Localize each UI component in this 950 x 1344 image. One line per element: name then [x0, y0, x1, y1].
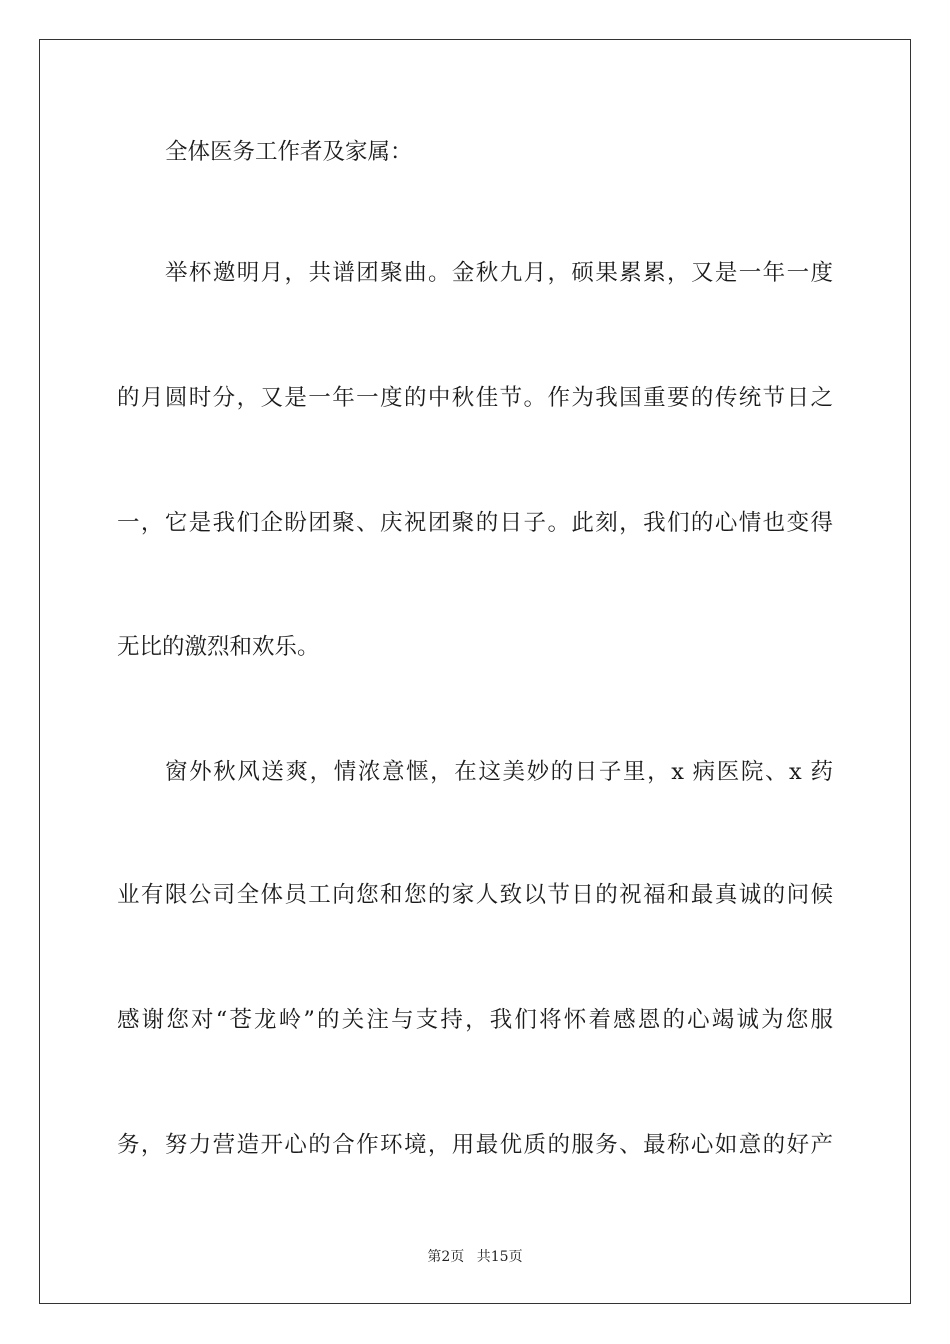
- paragraph-1-line-4: 无比的激烈和欢乐。: [117, 634, 320, 660]
- paragraph-1-line-2: 的月圆时分，又是一年一度的中秋佳节。作为我国重要的传统节日之: [117, 385, 833, 411]
- page-border: [39, 39, 911, 1304]
- paragraph-1-line-3: 一，它是我们企盼团聚、庆祝团聚的日子。此刻，我们的心情也变得: [117, 510, 833, 536]
- paragraph-2-line-1: 窗外秋风送爽，情浓意惬，在这美妙的日子里，x 病医院、x 药: [165, 759, 833, 785]
- page-number-total: 共15页: [476, 1249, 523, 1265]
- paragraph-2-line-2: 业有限公司全体员工向您和您的家人致以节日的祝福和最真诚的问候: [117, 882, 833, 908]
- paragraph-1-line-1: 举杯邀明月，共谱团聚曲。金秋九月，硕果累累，又是一年一度: [165, 260, 833, 286]
- paragraph-2-line-3: 感谢您对“苍龙岭”的关注与支持，我们将怀着感恩的心竭诚为您服: [117, 1007, 833, 1033]
- paragraph-2-line-4: 务，努力营造开心的合作环境，用最优质的服务、最称心如意的好产: [117, 1132, 833, 1158]
- page-footer: [0, 1247, 950, 1267]
- salutation-line: 全体医务工作者及家属：: [165, 139, 413, 165]
- page-number-current: 第2页: [427, 1249, 465, 1265]
